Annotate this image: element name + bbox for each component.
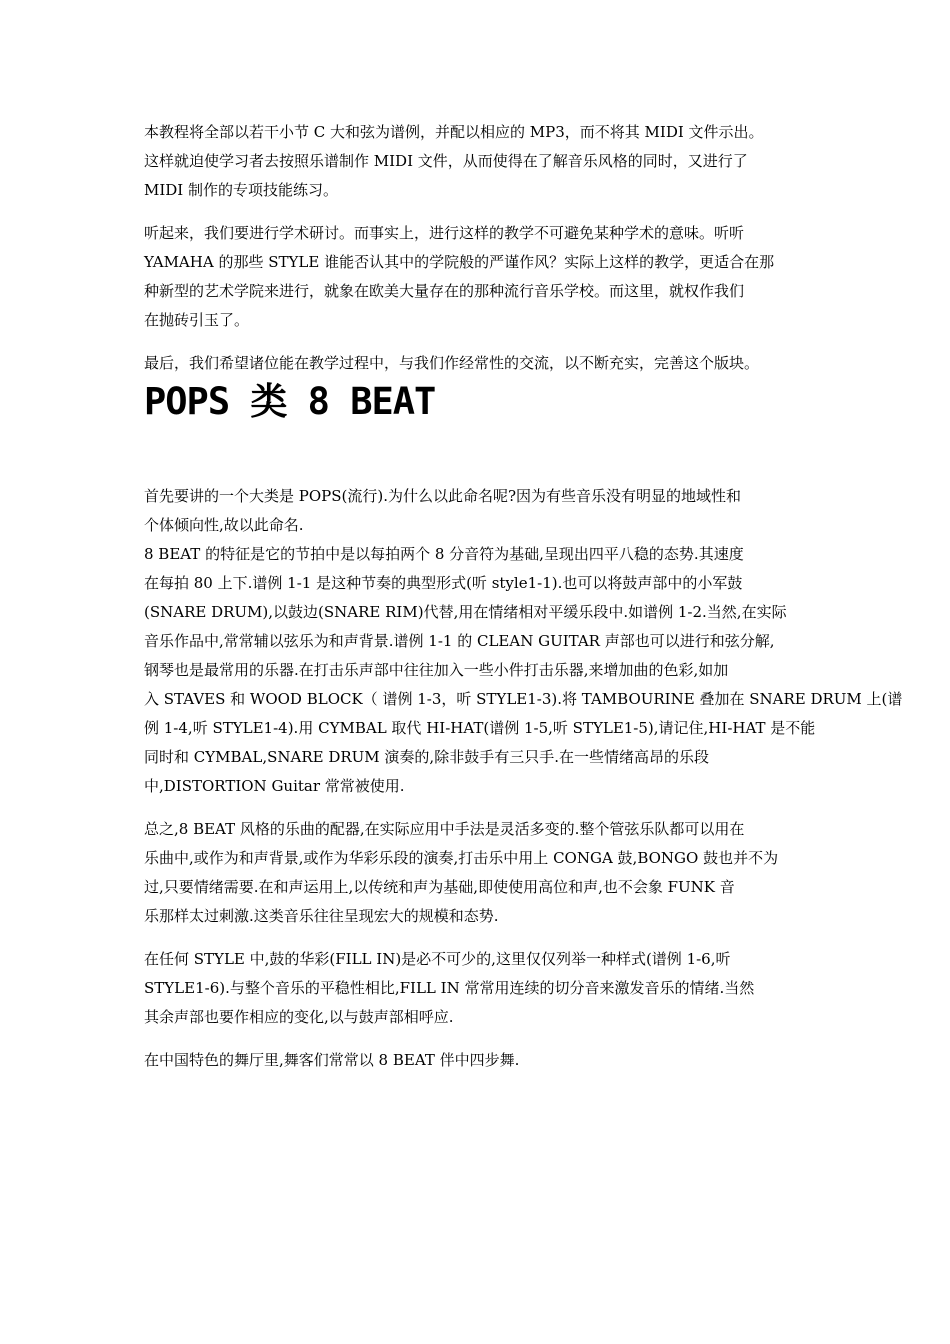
text-line: 乐那样太过刺激.这类音乐往往呈现宏大的规模和态势. xyxy=(144,907,499,925)
text-line: 本教程将全部以若干小节 C 大和弦为谱例，并配以相应的 MP3，而不将其 MIDI 文件示出。 xyxy=(144,123,764,141)
paragraph-gap xyxy=(144,801,814,815)
text-line: 过,只要情绪需要.在和声运用上,以传统和声为基础,即使使用高位和声,也不会象 FUNK 音 xyxy=(144,878,735,896)
section-paragraph-2 xyxy=(144,815,814,931)
intro-paragraph-2 xyxy=(144,219,814,335)
text-line: 总之,8 BEAT 风格的乐曲的配器,在实际应用中手法是灵活多变的.整个管弦乐队都可以用在 xyxy=(144,820,745,838)
paragraph-gap xyxy=(144,931,814,945)
section-paragraph-1 xyxy=(144,482,903,801)
text-line: 8 BEAT 的特征是它的节拍中是以每拍两个 8 分音符为基础,呈现出四平八稳的态势.其速度 xyxy=(144,545,744,563)
text-line: 种新型的艺术学院来进行，就象在欧美大量存在的那种流行音乐学校。而这里，就权作我们 xyxy=(144,282,745,300)
text-line: (SNARE DRUM),以鼓边(SNARE RIM)代替,用在情绪相对平缓乐段中.如谱例 1-2.当然,在实际 xyxy=(144,603,787,621)
heading-gap xyxy=(144,424,814,482)
text-line: MIDI 制作的专项技能练习。 xyxy=(144,181,339,199)
paragraph-gap xyxy=(144,205,814,219)
text-line: 在任何 STYLE 中,鼓的华彩(FILL IN)是必不可少的,这里仅仅列举一种样式(谱例 1-6,听 xyxy=(144,950,731,968)
text-line: 钢琴也是最常用的乐器.在打击乐声部中往往加入一些小件打击乐器,来增加曲的色彩,如加 xyxy=(144,661,729,679)
text-line: 听起来，我们要进行学术研讨。而事实上，进行这样的教学不可避免某种学术的意味。听听 xyxy=(144,224,745,242)
text-line: 入 STAVES 和 WOOD BLOCK（ 谱例 1-3，听 STYLE1-3).将 TAMBOURINE 叠加在 SNARE DRUM 上(谱 xyxy=(144,690,903,708)
text-line: 个体倾向性,故以此命名. xyxy=(144,516,304,534)
text-line: 例 1-4,听 STYLE1-4).用 CYMBAL 取代 HI-HAT(谱例 1-5,听 STYLE1-5),请记住,HI-HAT 是不能 xyxy=(144,719,816,737)
text-line: 最后，我们希望诸位能在教学过程中，与我们作经常性的交流，以不断充实，完善这个版块。 xyxy=(144,354,760,372)
paragraph-gap xyxy=(144,335,814,349)
text-line: 在中国特色的舞厅里,舞客们常常以 8 BEAT 伴中四步舞. xyxy=(144,1051,520,1069)
text-line: 首先要讲的一个大类是 POPS(流行).为什么以此命名呢?因为有些音乐没有明显的地域性和 xyxy=(144,487,742,505)
section-heading: POPS 类 8 BEAT xyxy=(144,380,436,423)
text-line: 音乐作品中,常常辅以弦乐为和声背景.谱例 1-1 的 CLEAN GUITAR 声部也可以进行和弦分解, xyxy=(144,632,775,650)
document-page xyxy=(144,118,903,1075)
text-line: 同时和 CYMBAL,SNARE DRUM 演奏的,除非鼓手有三只手.在一些情绪高昂的乐段 xyxy=(144,748,709,766)
text-line: 在每拍 80 上下.谱例 1-1 是这种节奏的典型形式(听 style1-1).也可以将鼓声部中的小军鼓 xyxy=(144,574,743,592)
intro-paragraph-3 xyxy=(144,349,814,378)
section-paragraph-4 xyxy=(144,1046,814,1075)
intro-paragraph-1 xyxy=(144,118,814,205)
text-line: YAMAHA 的那些 STYLE 谁能否认其中的学院般的严谨作风？实际上这样的教学，更适合在那 xyxy=(144,253,775,271)
text-line: 其余声部也要作相应的变化,以与鼓声部相呼应. xyxy=(144,1008,454,1026)
text-line: 中,DISTORTION Guitar 常常被使用. xyxy=(144,777,405,795)
text-line: 在抛砖引玉了。 xyxy=(144,311,250,329)
text-line: 乐曲中,或作为和声背景,或作为华彩乐段的演奏,打击乐中用上 CONGA 鼓,BONGO 鼓也并不为 xyxy=(144,849,779,867)
text-line: STYLE1-6).与整个音乐的平稳性相比,FILL IN 常常用连续的切分音来激发音乐的情绪.当然 xyxy=(144,979,755,997)
paragraph-gap xyxy=(144,1032,814,1046)
text-line: 这样就迫使学习者去按照乐谱制作 MIDI 文件，从而使得在了解音乐风格的同时，又进行了 xyxy=(144,152,748,170)
section-paragraph-3 xyxy=(144,945,814,1032)
